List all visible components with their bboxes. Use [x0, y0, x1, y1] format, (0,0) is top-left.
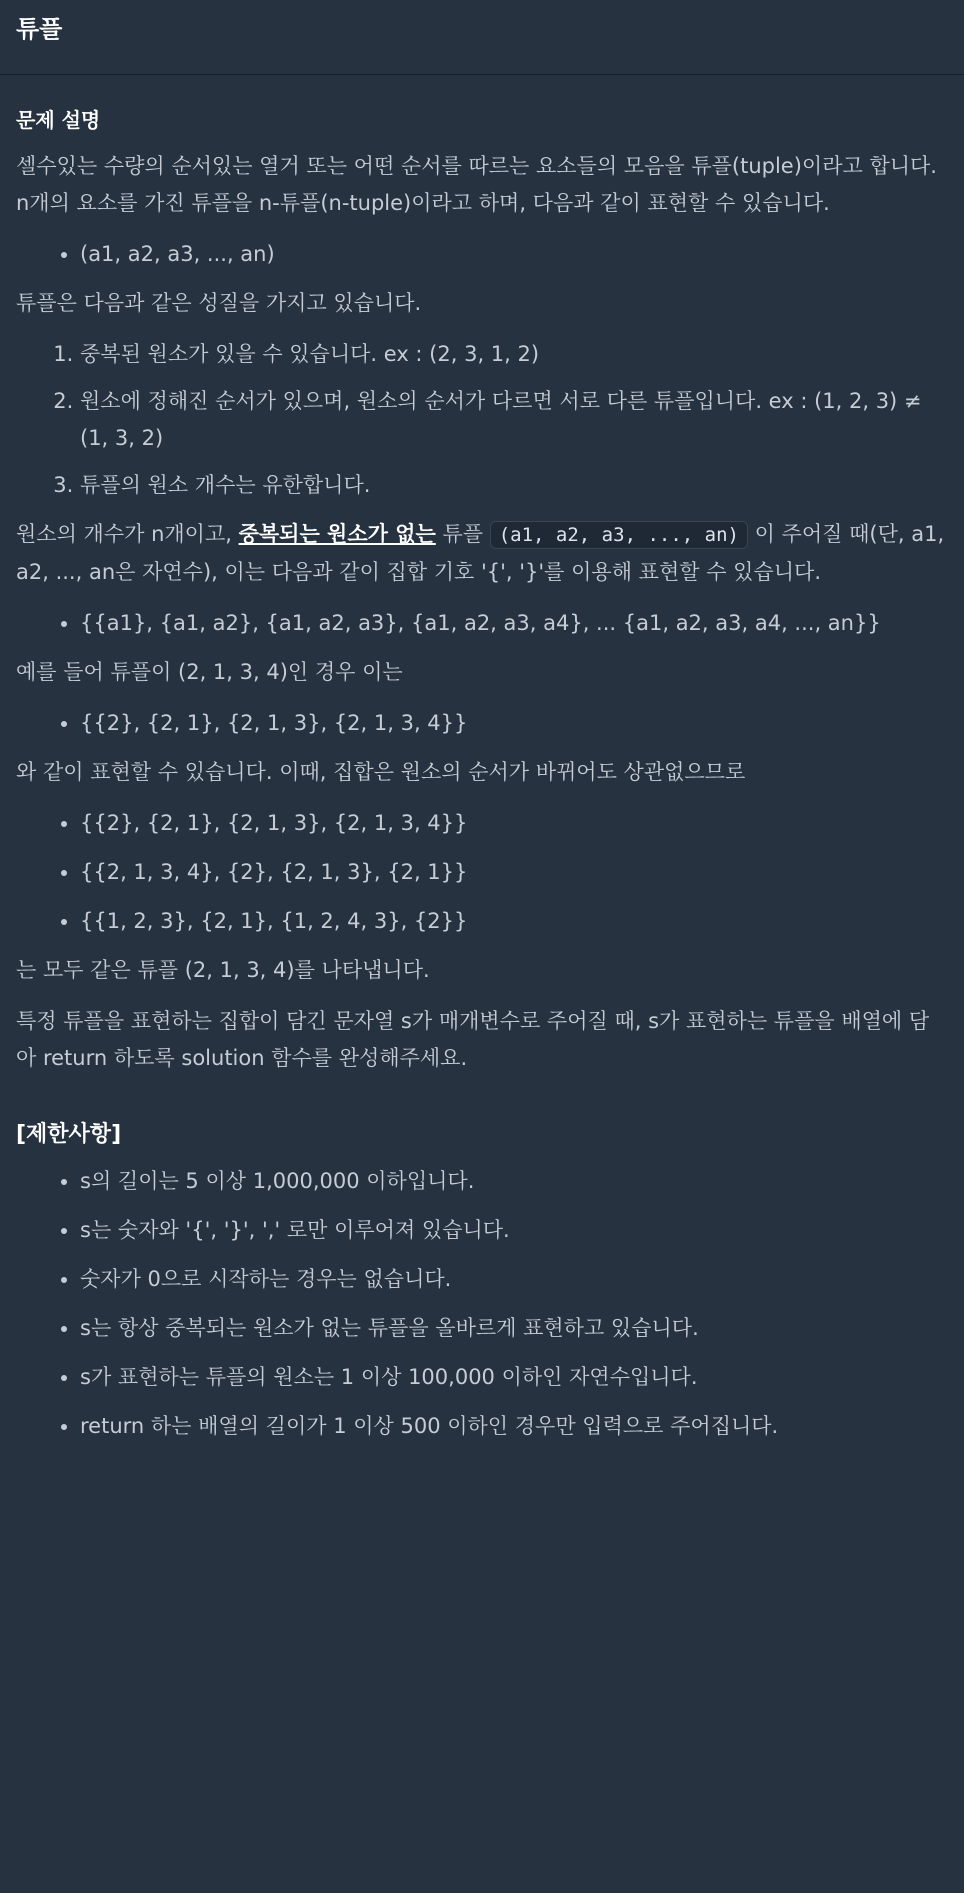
- example-set-list: [16, 705, 948, 742]
- constraints-list: [16, 1163, 948, 1445]
- problem-description: [0, 106, 964, 1445]
- set-desc-text: 이 주어질 때(단, a1, a2, ..., an은 자연수), 이는 다음과 같이 집합 기호 '{', '}'를 이용해 표현할 수 있습니다.: [16, 522, 945, 584]
- variants-conclusion: 는 모두 같은 튜플 (2, 1, 3, 4)를 나타냅니다.: [16, 958, 430, 982]
- example-note: 와 같이 표현할 수 있습니다. 이때, 집합은 원소의 순서가 바뀌어도 상관없으므로: [16, 760, 746, 784]
- list-item: • s는 숫자와 '{', '}', ',' 로만 이루어져 있습니다.: [80, 1212, 948, 1249]
- header: [0, 0, 964, 75]
- list-item: • s의 길이는 5 이상 1,000,000 이하입니다.: [80, 1163, 948, 1200]
- intro-paragraph: 셀수있는 수량의 순서있는 열거 또는 어떤 순서를 따르는 요소들의 모음을 튜플(tuple)이라고 합니다. n개의 요소를 가진 튜플을 n-튜플(n-tuple)이라고 하며, 다음과 같이 표현할 수 있습니다.: [16, 154, 937, 215]
- list-item: 2. 원소에 정해진 순서가 있으며, 원소의 순서가 다르면 서로 다른 튜플입니다. ex : (1, 2, 3) ≠ (1, 3, 2): [80, 383, 948, 457]
- list-item: • s는 항상 중복되는 원소가 없는 튜플을 올바르게 표현하고 있습니다.: [80, 1310, 948, 1347]
- list-item: 3. 튜플의 원소 개수는 유한합니다.: [80, 467, 948, 504]
- emphasis-text: 중복되는 원소가 없는: [238, 522, 436, 546]
- example-intro: 예를 들어 튜플이 (2, 1, 3, 4)인 경우 이는: [16, 660, 403, 684]
- constraints-title: [제한사항]: [16, 1122, 122, 1147]
- list-item: • {{2}, {2, 1}, {2, 1, 3}, {2, 1, 3, 4}}: [80, 705, 948, 742]
- list-item: • (a1, a2, a3, ..., an): [80, 236, 948, 273]
- list-item: • {{1, 2, 3}, {2, 1}, {1, 2, 4, 3}, {2}}: [80, 903, 948, 940]
- properties-intro: 튜플은 다음과 같은 성질을 가지고 있습니다.: [16, 291, 422, 315]
- page-title: 튜플: [16, 15, 63, 43]
- set-desc-text: 원소의 개수가 n개이고,: [16, 522, 239, 546]
- list-item: • return 하는 배열의 길이가 1 이상 500 이하인 경우만 입력으로 주어집니다.: [80, 1408, 948, 1445]
- list-item: 1. 중복된 원소가 있을 수 있습니다. ex : (2, 3, 1, 2): [80, 336, 948, 373]
- list-item: • s가 표현하는 튜플의 원소는 1 이상 100,000 이하인 자연수입니다.: [80, 1359, 948, 1396]
- list-item: • 숫자가 0으로 시작하는 경우는 없습니다.: [80, 1261, 948, 1298]
- list-item: • {{2}, {2, 1}, {2, 1, 3}, {2, 1, 3, 4}}: [80, 805, 948, 842]
- section-title: 문제 설명: [16, 108, 101, 132]
- set-desc-text: 튜플: [435, 522, 490, 546]
- set-description: [16, 516, 948, 591]
- task-paragraph: 특정 튜플을 표현하는 집합이 담긴 문자열 s가 매개변수로 주어질 때, s가 표현하는 튜플을 배열에 담아 return 하도록 solution 함수를 완성해주세요.: [16, 1009, 930, 1070]
- inline-code: (a1, a2, a3, ..., an): [490, 521, 748, 549]
- example-variants-list: [16, 805, 948, 940]
- properties-list: [16, 336, 948, 504]
- tuple-form-list: [16, 236, 948, 273]
- list-item: • {{2, 1, 3, 4}, {2}, {2, 1, 3}, {2, 1}}: [80, 854, 948, 891]
- list-item: • {{a1}, {a1, a2}, {a1, a2, a3}, {a1, a2, a3, a4}, ... {a1, a2, a3, a4, ..., an}}: [80, 605, 948, 642]
- set-form-list: [16, 605, 948, 642]
